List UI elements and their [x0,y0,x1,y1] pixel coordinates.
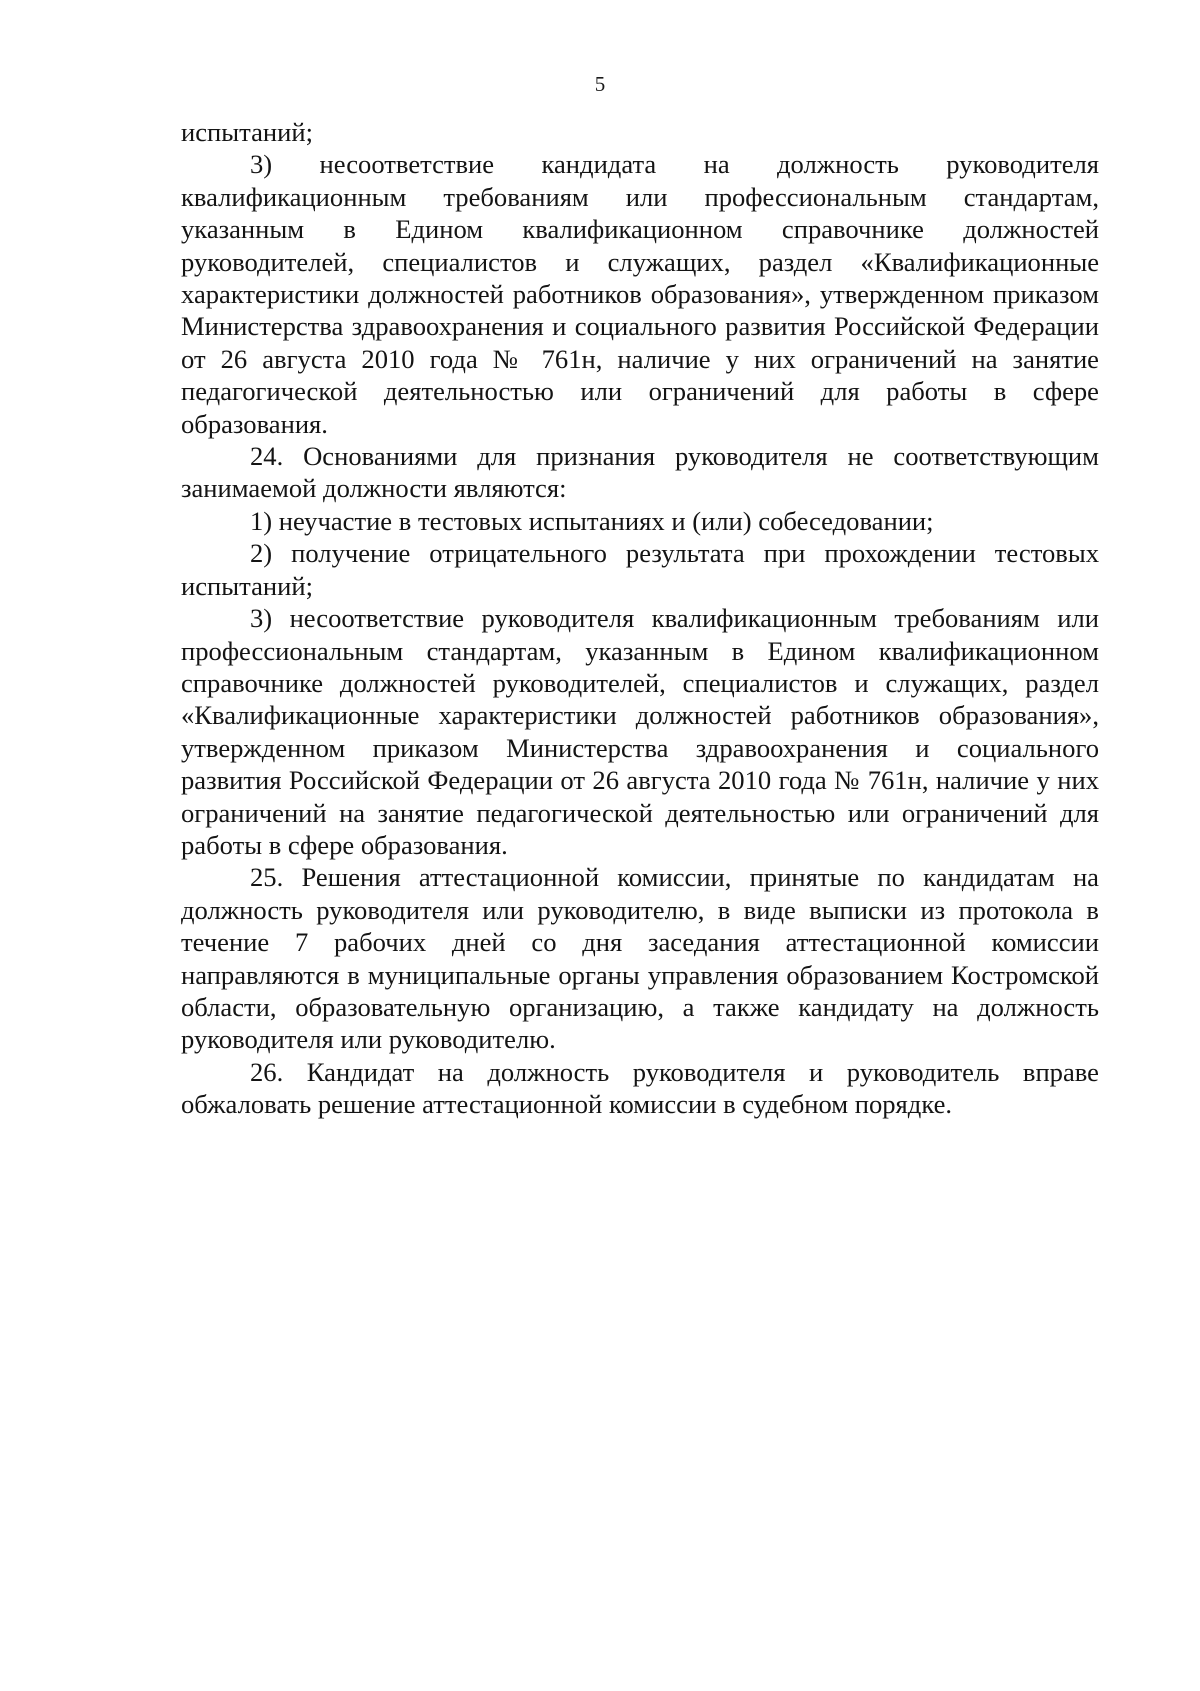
page-number: 5 [594,72,606,96]
paragraph-continuation: испытаний; [181,117,313,147]
paragraph-24: 24. Основаниями для признания руководителя не соответствующим занимаемой должности являются: [181,441,1099,504]
document-body [181,116,1099,1121]
paragraph-item-3-candidate: 3) несоответствие кандидата на должность руководителя квалификационным требованиям или профессиональным стандартам, указанным в Едином квалификационном справочнике должностей руководителей, специалистов и служащих, раздел «Квалификационные характеристики должностей работников образования», утвержденном приказом Министерства здравоохранения и социального развития Российской Федерации от 26 августа 2010 года № 761н, наличие у них ограничений на занятие педагогической деятельностью или ограничений для работы в сфере образования. [181,149,1099,439]
paragraph-25: 25. Решения аттестационной комиссии, принятые по кандидатам на должность руководителя или руководителю, в виде выписки из протокола в течение 7 рабочих дней со дня заседания аттестационной комиссии направляются в муниципальные органы управления образованием Костромской области, образовательную организацию, а также кандидату на должность руководителя или руководителю. [181,862,1099,1055]
paragraph-26: 26. Кандидат на должность руководителя и руководитель вправе обжаловать решение аттестационной комиссии в судебном порядке. [181,1056,1099,1120]
paragraph-24-item-3: 3) несоответствие руководителя квалификационным требованиям или профессиональным стандартам, указанным в Едином квалификационном справочнике должностей руководителей, специалистов и служащих, раздел «Квалификационные характеристики должностей работников образования», утвержденном приказом Министерства здравоохранения и социального развития Российской Федерации от 26 августа 2010 года № 761н, наличие у них ограничений на занятие педагогической деятельностью или ограничений для работы в сфере образования. [181,603,1099,860]
paragraph-24-item-1: 1) неучастие в тестовых испытаниях и (или) собеседовании; [250,505,934,536]
paragraph-24-item-2: 2) получение отрицательного результата при прохождении тестовых испытаний; [181,538,1099,601]
